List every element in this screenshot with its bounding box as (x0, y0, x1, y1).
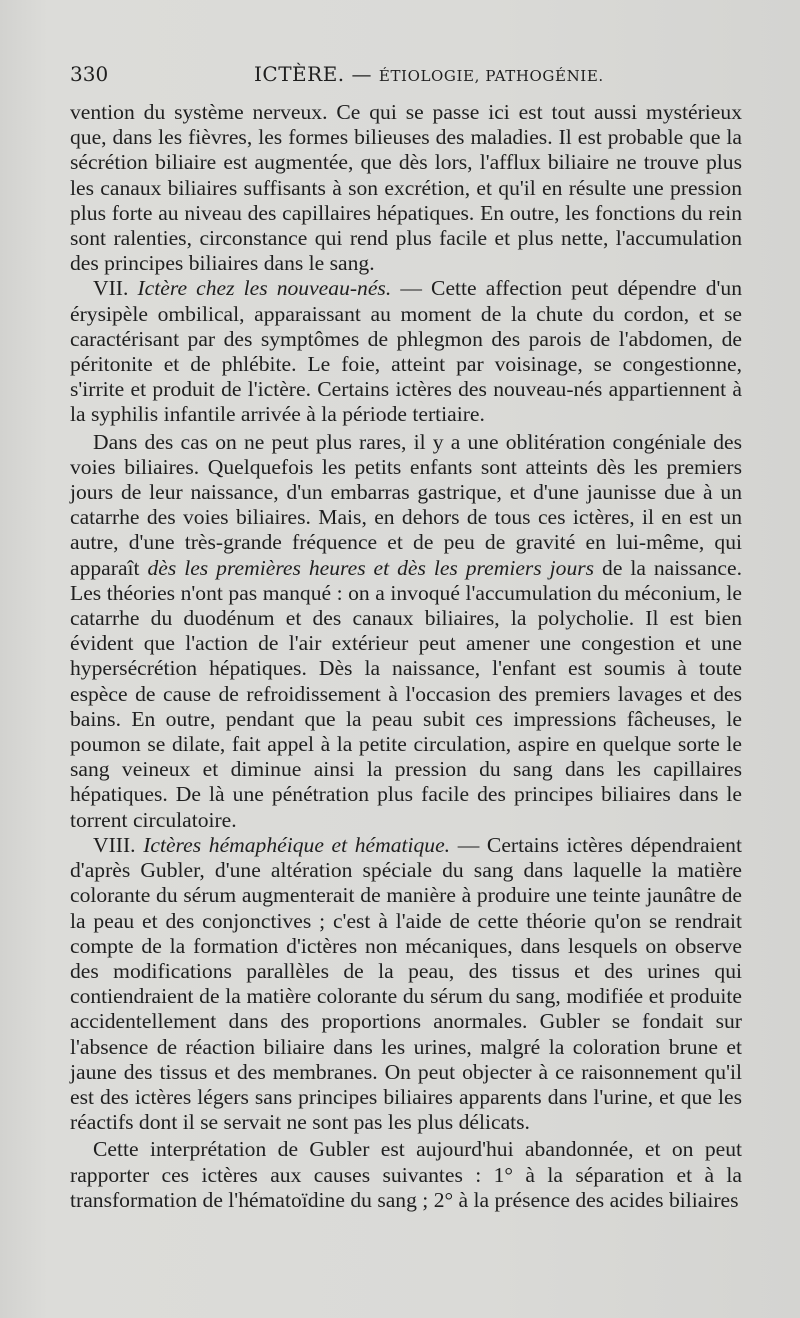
paragraph-text: — Cette affection peut dépendre d'un érysipèle ombilical, apparaissant au moment de la chute du cordon, et se caractérisant par des symptômes de phlegmon des parois de l'abdomen, de péritonite et de phlébite. Le foie, atteint par voisinage, se congestionne, s'irrite et produit de l'ictère. Certains ictères des nouveau-nés appartiennent à la syphilis infantile arrivée à la période tertiaire. (70, 276, 742, 427)
paragraph-section-viii (70, 833, 742, 1135)
section-number: VII. (93, 276, 129, 301)
paragraph-interpretation: Cette interprétation de Gubler est aujourd'hui abandonnée, et on peut rapporter ces ictères aux causes suivantes : 1° à la séparation et à la transformation de l'hématoïdine du sang ; 2° à la présence des acides biliaires (70, 1137, 742, 1212)
paragraph-section-vii (70, 276, 742, 427)
heading-dash: — (351, 62, 373, 86)
section-subtitle: ÉTIOLOGIE, PATHOGÉNIE. (378, 67, 604, 85)
page-number: 330 (70, 62, 109, 86)
paragraph-text: de la naissance. Les théories n'ont pas manqué : on a invoqué l'accumulation du méconium, le catarrhe du duodénum et des canaux biliaires, la polycholie. Il est bien évident que l'action de l'air extérieur peut amener une congestion et une hypersécrétion hépatiques. Dès la naissance, l'enfant est soumis à toute espèce de cause de refroidissement à l'occasion des premiers lavages et des bains. En outre, pendant que la peau subit ces impressions fâcheuses, le poumon se dilate, fait appel à la petite circulation, aspire en quelque sorte le sang veineux et diminue ainsi la pression du sang dans les capillaires hépatiques. De là une pénétration plus facile des principes biliaires dans le torrent circulatoire. (70, 555, 743, 832)
paragraph-rare-cases (70, 430, 742, 833)
section-title: Ictère chez les nouveau-nés. (137, 276, 392, 301)
body-text (70, 100, 742, 1213)
chapter-heading (254, 62, 604, 86)
emphasized-phrase: dès les premières heures et dès les premiers jours (147, 555, 595, 580)
chapter-title: ICTÈRE. (254, 62, 345, 86)
paragraph-continuation: vention du système nerveux. Ce qui se passe ici est tout aussi mystérieux que, dans les fièvres, les formes bilieuses des maladies. Il est probable que la sécrétion biliaire est augmentée, que dès lors, l'afflux biliaire ne trouve plus les canaux biliaires suffisants à son excrétion, et qu'il en résulte une pression plus forte au niveau des capillaires hépatiques. En outre, les fonctions du rein sont ralenties, circonstance qui rend plus facile et plus nette, l'accumulation des principes biliaires dans le sang. (70, 100, 742, 276)
paragraph-text: — Certains ictères dépendraient d'après Gubler, d'une altération spéciale du sang dans laquelle la matière colorante du sérum augmenterait de manière à produire une teinte jaunâtre de la peau et des conjonctives ; c'est à l'aide de cette théorie qu'on se rendrait compte de la formation d'ictères non mécaniques, dans lesquels on observe des modifications parallèles de la peau, des tissus et des urines qui contiendraient de la matière colorante du sérum du sang, modifiée et produite accidentellement dans des proportions anormales. Gubler se fondait sur l'absence de réaction biliaire dans les urines, malgré la coloration brune et jaune des tissus et des membranes. On peut objecter à ce raisonnement qu'il est des ictères légers sans principes biliaires apparents dans l'urine, et que les réactifs dont il se servait ne sont pas les plus délicats. (70, 832, 742, 1135)
running-head (70, 60, 742, 100)
paragraph-text: Dans des cas on ne peut plus rares, il y a une oblitération congéniale des voies biliaires. Quelquefois les petits enfants sont atteints dès les premiers jours de leur naissance, d'un embarras gastrique, et d'une jaunisse due à un catarrhe des voies biliaires. Mais, en dehors de tous ces ictères, il en est un autre, d'une très-grande fréquence et de peu de gravité en lui-même, qui apparaît (70, 429, 742, 580)
section-number: VIII. (93, 832, 136, 857)
section-title: Ictères hémaphéique et hématique. (143, 832, 451, 857)
